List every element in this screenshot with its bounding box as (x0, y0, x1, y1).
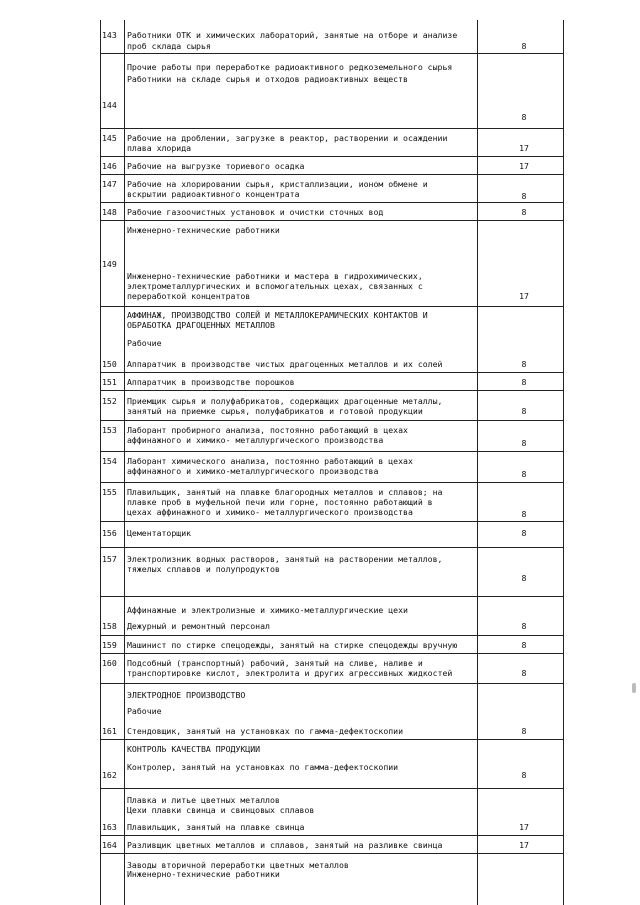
value-column-divider (563, 20, 564, 905)
row-description-line: Плавильщик, занятый на плавке благородных металлов и сплавов; на (127, 487, 443, 497)
row-description-line: Аппаратчик в производстве порошков (127, 377, 295, 387)
row-description-line: занятый на приемке сырья, полуфабрикатов и готовой продукции (127, 406, 423, 416)
table-row (100, 421, 563, 452)
table-row (100, 157, 563, 175)
scan-artifact (632, 683, 636, 693)
table-row (100, 740, 563, 760)
row-description-line: транспортировке кислот, электролита и других агрессивных жидкостей (127, 668, 453, 678)
row-description-line: Рабочие (127, 338, 162, 348)
row-value: 17 (519, 822, 529, 832)
row-value: 8 (521, 640, 527, 650)
row-description-line: проб склада сырья (127, 41, 211, 51)
table-row (100, 617, 563, 636)
table-row (100, 836, 563, 854)
row-description-line: Инженерно-технические работники и мастера в гидрохимических, (127, 271, 423, 281)
row-value: 8 (521, 359, 527, 369)
row-description-line: ЭЛЕКТРОДНОЕ ПРОИЗВОДСТВО (127, 690, 246, 700)
table-row (100, 54, 563, 74)
row-value: 8 (521, 528, 527, 538)
row-number: 146 (102, 161, 117, 171)
row-value: 8 (521, 377, 527, 387)
row-description-line: Стендовщик, занятый на установках по гамма-дефектоскопии (127, 726, 404, 736)
table-row (100, 702, 563, 720)
row-description-line: Рабочие (127, 706, 162, 716)
table-row (100, 760, 563, 789)
row-number: 144 (102, 100, 117, 110)
row-value: 8 (521, 406, 527, 416)
row-description-line: Плавильщик, занятый на плавке свинца (127, 822, 305, 832)
row-description-line: Лаборант пробирного анализа, постоянно работающий в цехах (127, 425, 408, 435)
row-number: 163 (102, 822, 117, 832)
table-row (100, 129, 563, 157)
table-row (100, 684, 563, 702)
table-row (100, 203, 563, 221)
row-value: 17 (519, 143, 529, 153)
row-description-line: Аффинажные и электролизные и химико-металлургические цехи (127, 605, 408, 615)
table-row (100, 483, 563, 522)
row-description-line: аффинажного и химико- металлургического производства (127, 435, 384, 445)
table-row (100, 789, 563, 818)
row-number: 162 (102, 770, 117, 780)
row-description-line: Дежурный и ремонтный персонал (127, 621, 270, 631)
row-description-line: Рабочие на выгрузке ториевого осадка (127, 161, 305, 171)
row-number: 157 (102, 554, 117, 564)
row-description-line: Инженерно-технические работники (127, 869, 280, 879)
row-description-line: Рабочие на дроблении, загрузке в реактор, растворении и осаждении (127, 133, 448, 143)
row-description-line: Рабочие газоочистных установок и очистки сточных вод (127, 207, 384, 217)
row-description-line: тяжелых сплавов и полупродуктов (127, 564, 280, 574)
row-number: 149 (102, 259, 117, 269)
table-row (100, 597, 563, 617)
row-description-line: электрометаллургических и вспомогательных цехах, связанных с (127, 281, 423, 291)
row-number: 150 (102, 359, 117, 369)
row-value: 8 (521, 770, 527, 780)
table-row (100, 20, 563, 54)
row-number: 143 (102, 30, 117, 40)
row-number: 155 (102, 487, 117, 497)
row-number: 151 (102, 377, 117, 387)
row-description-line: Рабочие на хлорировании сырья, кристаллизации, ионом обмене и (127, 179, 428, 189)
row-value: 17 (519, 840, 529, 850)
table-row (100, 452, 563, 483)
row-value: 8 (521, 41, 527, 51)
row-number: 147 (102, 179, 117, 189)
row-description-line: цехах аффинажного и химико- металлургического производства (127, 507, 413, 517)
row-number: 159 (102, 640, 117, 650)
row-description-line: Работники на складе сырья и отходов радиоактивных веществ (127, 74, 408, 84)
row-value: 8 (521, 438, 527, 448)
row-description-line: Контролер, занятый на установках по гамма-дефектоскопии (127, 762, 399, 772)
table-row (100, 720, 563, 740)
row-value: 8 (521, 112, 527, 122)
row-number: 154 (102, 456, 117, 466)
row-description-line: Инженерно-технические работники (127, 225, 280, 235)
row-description-line: плавке проб в муфельной печи или горне, постоянно работающий в (127, 497, 433, 507)
table-row (100, 522, 563, 548)
row-description-line: Прочие работы при переработке радиоактивного редкоземельного сырья (127, 62, 453, 72)
row-description-line: переработкой концентратов (127, 291, 251, 301)
row-description-line: ОБРАБОТКА ДРАГОЦЕННЫХ МЕТАЛЛОВ (127, 320, 275, 330)
table-row (100, 307, 563, 334)
table-row (100, 548, 563, 597)
row-description-line: Работники ОТК и химических лабораторий, занятые на отборе и анализе (127, 30, 458, 40)
row-value: 17 (519, 291, 529, 301)
table-row (100, 854, 563, 894)
row-value: 8 (521, 191, 527, 201)
row-number: 161 (102, 726, 117, 736)
hazard-table (100, 20, 529, 894)
table-row (100, 221, 563, 241)
row-description-line: Цементаторщик (127, 528, 192, 538)
table-row (100, 74, 563, 129)
row-number: 160 (102, 658, 117, 668)
row-description-line: Подсобный (транспортный) рабочий, занятый на сливе, наливе и (127, 658, 423, 668)
row-value: 8 (521, 668, 527, 678)
table-row (100, 334, 563, 351)
table-row (100, 391, 563, 421)
table-row (100, 241, 563, 307)
row-number: 153 (102, 425, 117, 435)
row-description-line: Машинист по стирке спецодежды, занятый на стирке спецодежды вручную (127, 640, 458, 650)
row-number: 164 (102, 840, 117, 850)
row-description-line: вскрытии радиоактивного концентрата (127, 189, 300, 199)
row-description-line: плава хлорида (127, 143, 192, 153)
row-number: 156 (102, 528, 117, 538)
row-number: 158 (102, 621, 117, 631)
row-description-line: Лаборант химического анализа, постоянно работающий в цехах (127, 456, 413, 466)
row-value: 8 (521, 207, 527, 217)
row-value: 8 (521, 469, 527, 479)
row-description-line: Цехи плавки свинца и свинцовых сплавов (127, 805, 315, 815)
row-value: 8 (521, 621, 527, 631)
row-number: 145 (102, 133, 117, 143)
row-value: 8 (521, 726, 527, 736)
row-value: 8 (521, 573, 527, 583)
table-row (100, 818, 563, 836)
table-row (100, 373, 563, 391)
row-number: 152 (102, 396, 117, 406)
table-row (100, 175, 563, 203)
row-value: 8 (521, 509, 527, 519)
row-number: 148 (102, 207, 117, 217)
row-description-line: Аппаратчик в производстве чистых драгоценных металлов и их солей (127, 359, 443, 369)
row-value: 17 (519, 161, 529, 171)
table-row (100, 636, 563, 654)
row-description-line: Приемщик сырья и полуфабрикатов, содержащих драгоценные металлы, (127, 396, 443, 406)
row-description-line: Разливщик цветных металлов и сплавов, занятый на разливке свинца (127, 840, 443, 850)
table-row (100, 654, 563, 684)
table-row (100, 351, 563, 373)
row-description-line: КОНТРОЛЬ КАЧЕСТВА ПРОДУКЦИИ (127, 744, 261, 754)
row-description-line: аффинажного и химико-металлургического производства (127, 466, 379, 476)
row-description-line: АФФИНАЖ, ПРОИЗВОДСТВО СОЛЕЙ И МЕТАЛЛОКЕРАМИЧЕСКИХ КОНТАКТОВ И (127, 310, 428, 320)
row-description-line: Плавка и литье цветных металлов (127, 795, 280, 805)
row-description-line: Электролизник водных растворов, занятый на растворении металлов, (127, 554, 443, 564)
row-description-line: Заводы вторичной переработки цветных металлов (127, 860, 349, 870)
